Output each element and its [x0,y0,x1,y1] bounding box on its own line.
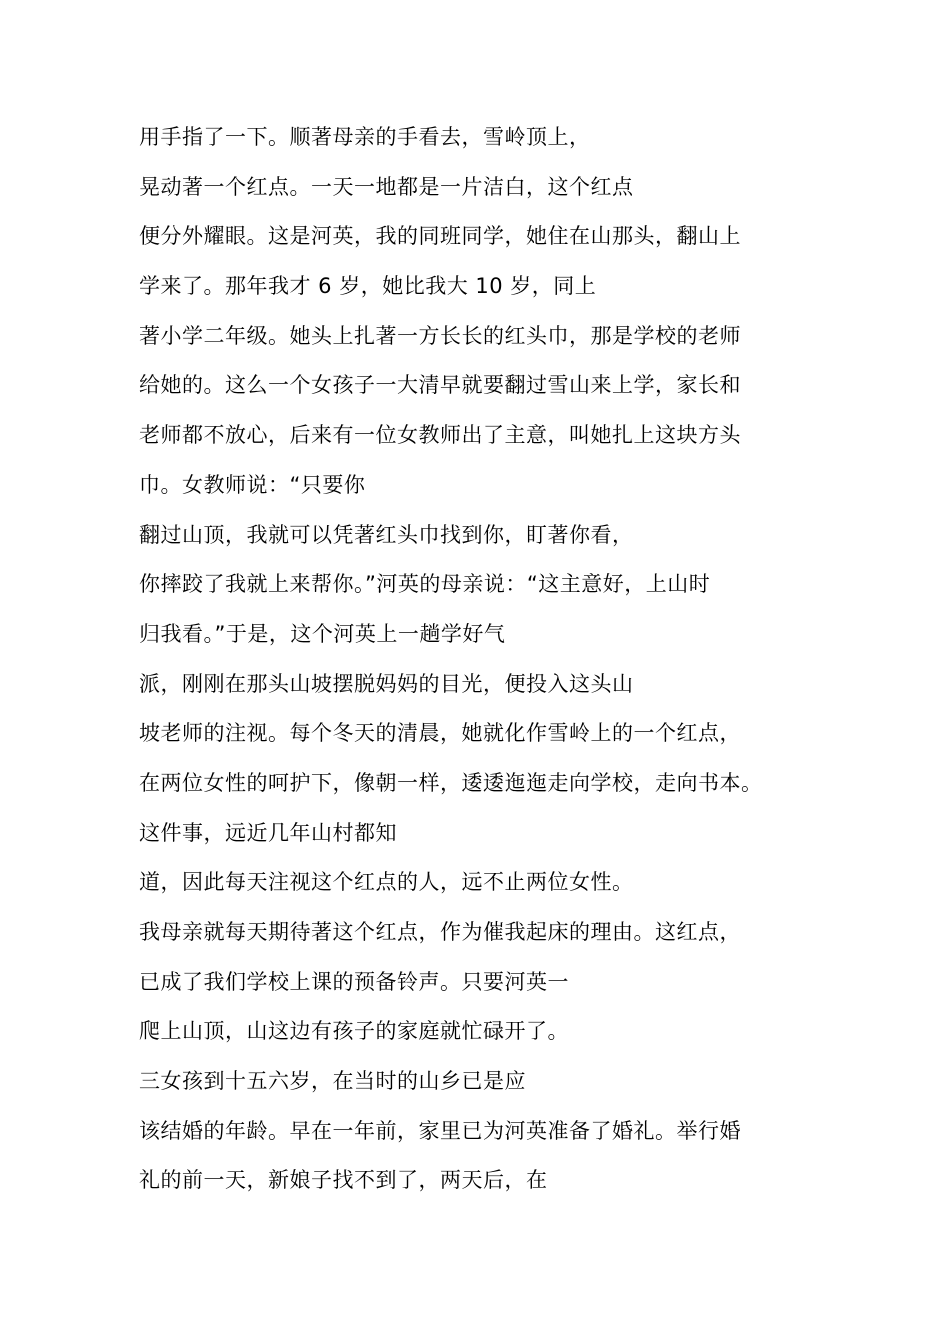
text-line: 你摔跤了我就上来帮你。”河英的母亲说：“这主意好，上山时 [139,572,711,597]
text-line: 巾。女教师说：“只要你 [139,472,366,497]
text-line: 晃动著一个红点。一天一地都是一片洁白，这个红点 [139,174,634,199]
text-line: 坡老师的注视。每个冬天的清晨，她就化作雪岭上的一个红点， [139,721,741,746]
text-line: 该结婚的年龄。早在一年前，家里已为河英准备了婚礼。举行婚 [139,1118,741,1143]
text-line: 道，因此每天注视这个红点的人，远不止两位女性。 [139,870,634,895]
text-line: 学来了。那年我才 6 岁，她比我大 10 岁，同上 [139,274,597,299]
text-line: 老师都不放心，后来有一位女教师出了主意，叫她扎上这块方头 [139,423,741,448]
text-line: 这件事，远近几年山村都知 [139,820,397,845]
text-line: 已成了我们学校上课的预备铃声。只要河英一 [139,969,569,994]
body-text [139,113,839,1206]
text-line: 归我看。”于是，这个河英上一趟学好气 [139,621,506,646]
text-line: 派，刚刚在那头山坡摆脱妈妈的目光，便投入这头山 [139,671,634,696]
text-line: 爬上山顶，山这边有孩子的家庭就忙碌开了。 [139,1019,569,1044]
text-line: 翻过山顶，我就可以凭著红头巾找到你，盯著你看， [139,522,634,547]
text-line: 著小学二年级。她头上扎著一方长长的红头巾，那是学校的老师 [139,323,741,348]
text-line: 我母亲就每天期待著这个红点，作为催我起床的理由。这红点， [139,920,741,944]
text-line: 给她的。这么一个女孩子一大清早就要翻过雪山来上学，家长和 [139,373,741,398]
text-line: 礼的前一天，新娘子找不到了，两天后，在 [139,1168,548,1193]
text-line: 便分外耀眼。这是河英，我的同班同学，她住在山那头，翻山上 [139,224,741,249]
text-line: 用手指了一下。顺著母亲的手看去，雪岭顶上， [139,125,591,149]
text-line: 在两位女性的呵护下，像朝一样，逶逶迤迤走向学校，走向书本。 [139,770,763,795]
text-line: 三女孩到十五六岁，在当时的山乡已是应 [139,1069,526,1094]
